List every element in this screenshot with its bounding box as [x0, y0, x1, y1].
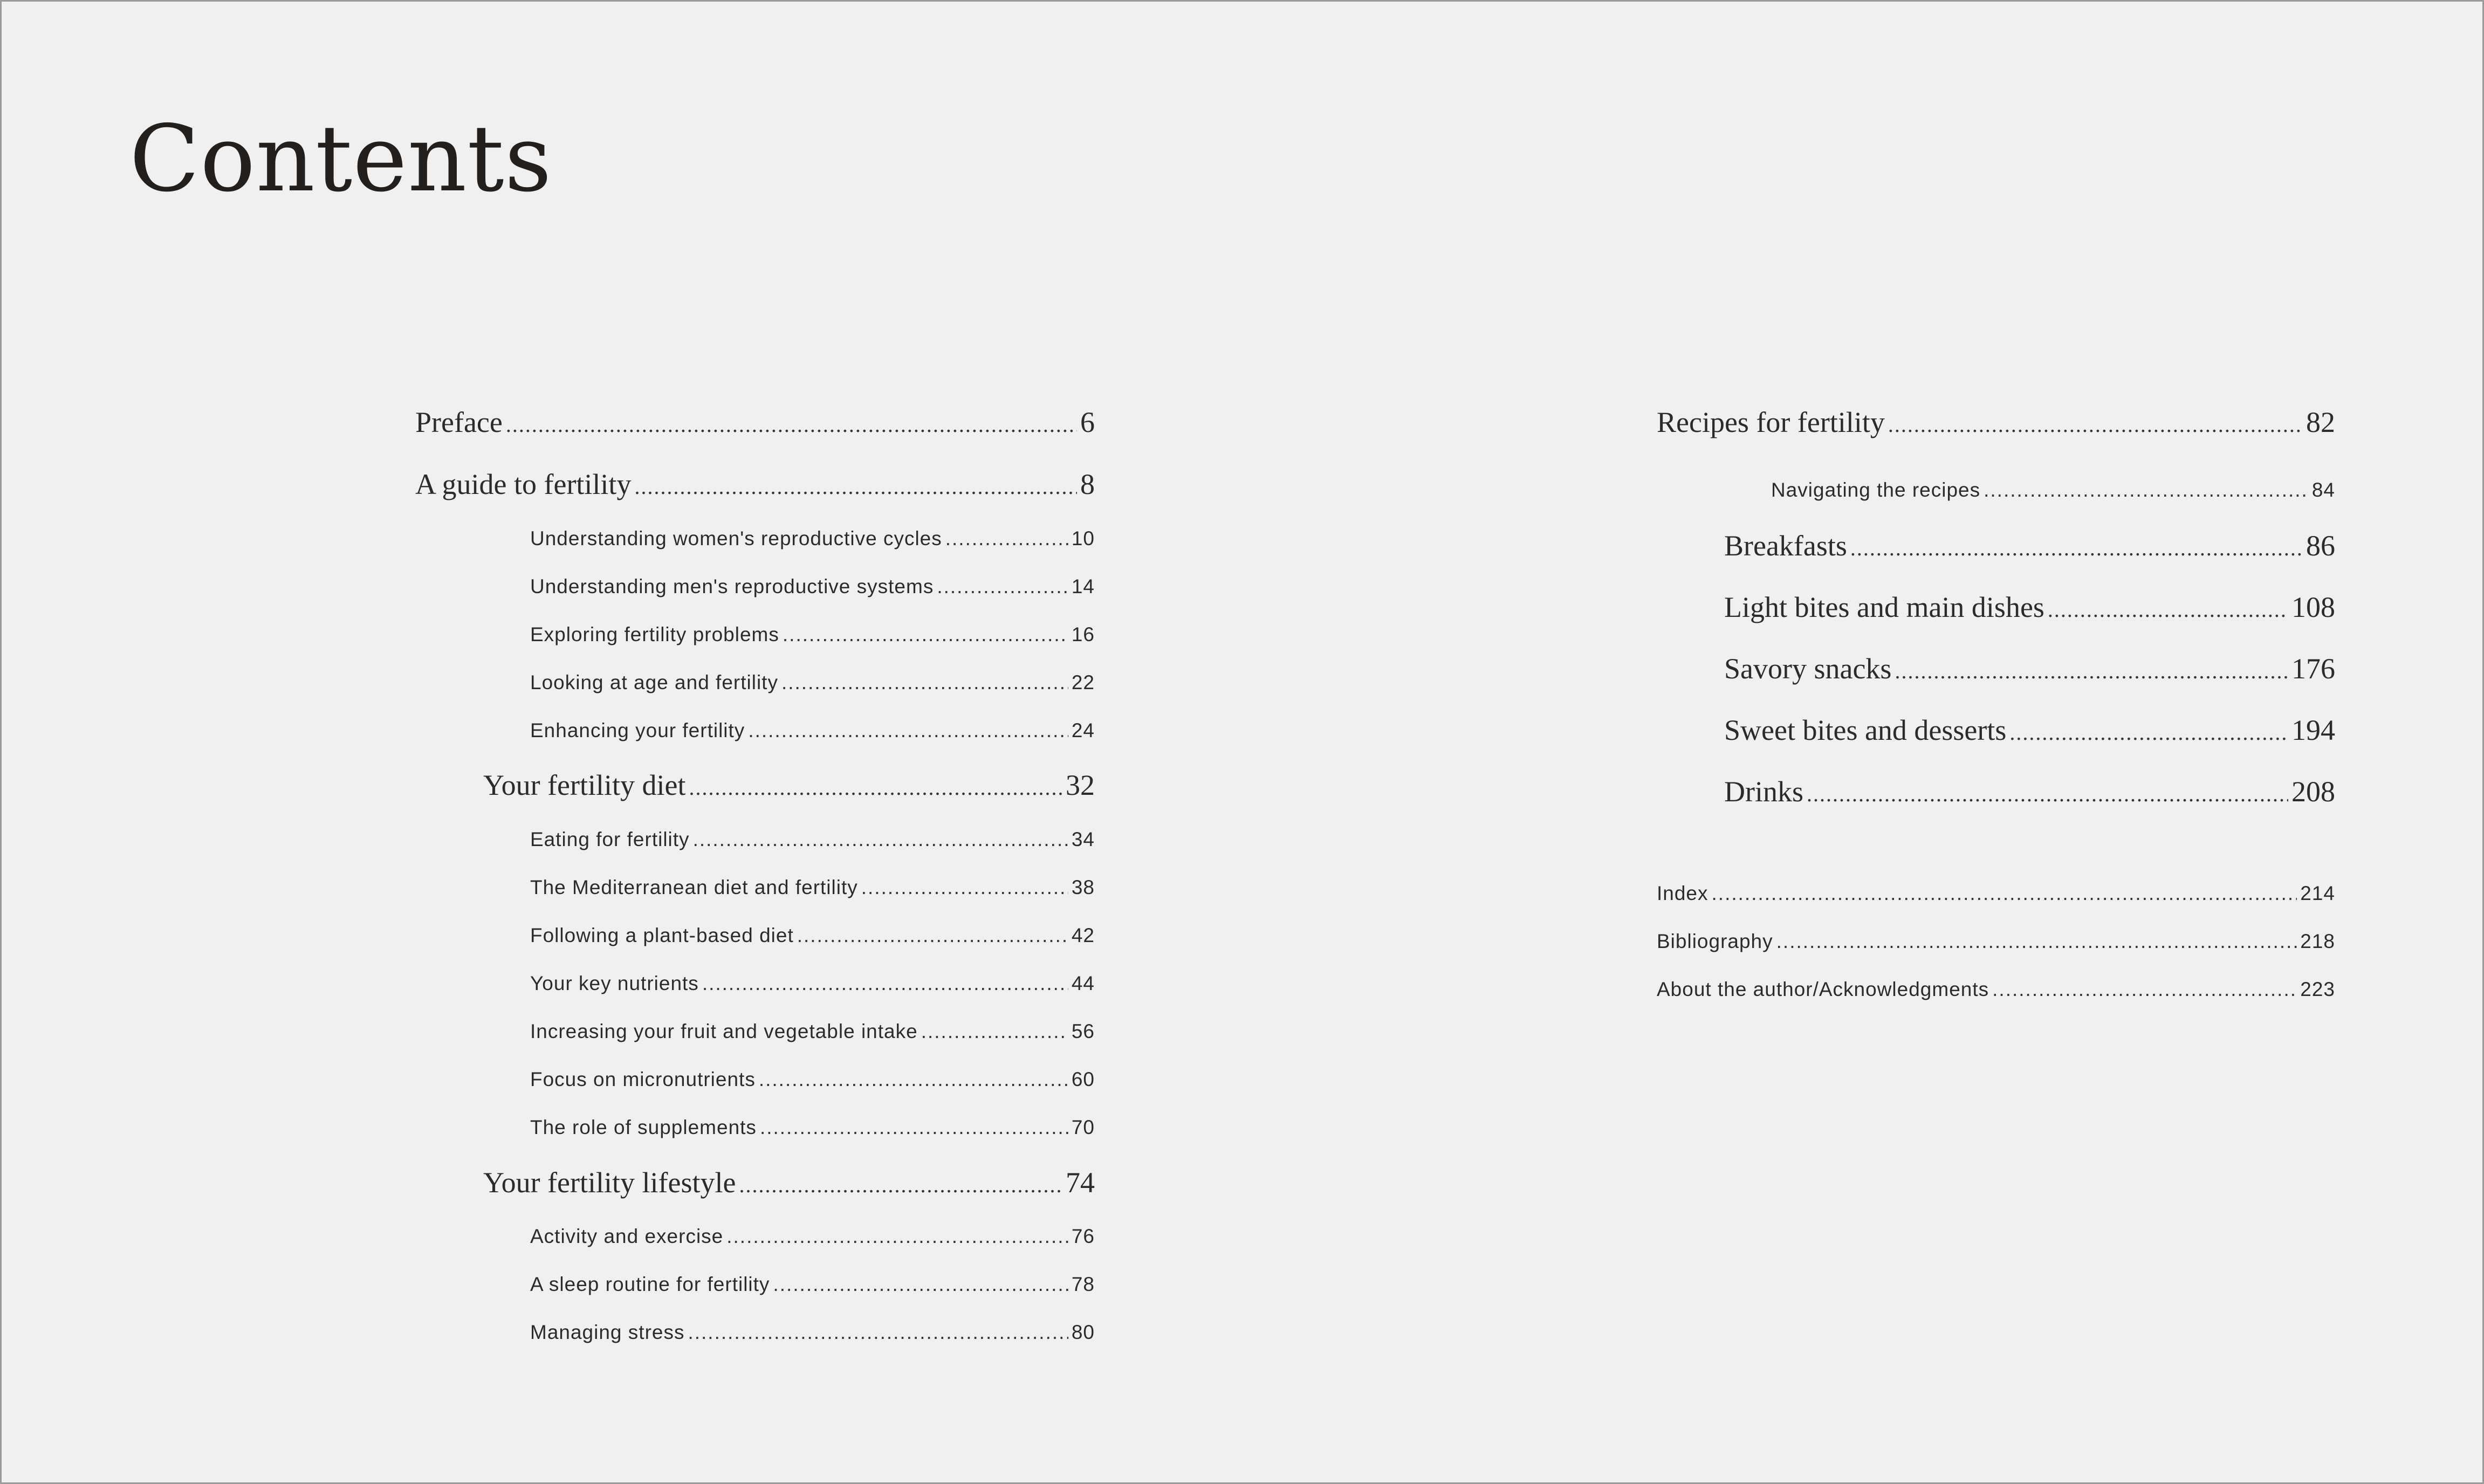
dot-leader [1807, 777, 2288, 812]
dot-leader [2009, 716, 2288, 751]
toc-entry-page-number: 70 [1071, 1116, 1095, 1138]
toc-entry[interactable] [1724, 651, 2335, 689]
toc-entry-label: Your fertility lifestyle [483, 1166, 736, 1199]
toc-entry-label: Following a plant-based diet [530, 924, 794, 946]
toc-entry-label: Exploring fertility problems [530, 623, 779, 645]
toc-entry-page-number: 108 [2291, 591, 2335, 623]
toc-entry-page-number: 56 [1071, 1020, 1095, 1042]
toc-entry-page-number: 8 [1080, 468, 1095, 500]
toc-entry-label: Navigating the recipes [1771, 479, 1981, 501]
toc-entry[interactable] [483, 768, 1095, 806]
dot-leader [739, 1168, 1062, 1203]
dot-leader [1850, 531, 2303, 566]
toc-entry-page-number: 84 [2311, 479, 2335, 501]
toc-entry[interactable] [530, 1225, 1095, 1248]
toc-entry-page-number: 10 [1071, 527, 1095, 549]
toc-entry-label: Your fertility diet [483, 769, 686, 801]
toc-entry-label: The role of supplements [530, 1116, 757, 1138]
toc-entry[interactable] [1724, 713, 2335, 751]
toc-entry-page-number: 34 [1071, 828, 1095, 850]
dot-leader [688, 1321, 1068, 1344]
dot-leader [773, 1273, 1068, 1296]
toc-entry-label: Understanding men's reproductive systems [530, 575, 934, 597]
toc-entry[interactable] [530, 828, 1095, 851]
toc-entry-label: The Mediterranean diet and fertility [530, 876, 858, 898]
toc-entry-page-number: 176 [2291, 652, 2335, 685]
toc-entry-page-number: 86 [2306, 530, 2335, 562]
toc-entry[interactable] [530, 623, 1095, 647]
toc-entry-label: Light bites and main dishes [1724, 591, 2044, 623]
toc-entry-page-number: 16 [1071, 623, 1095, 645]
toc-entry[interactable] [530, 1321, 1095, 1344]
toc-entry-label: Recipes for fertility [1657, 406, 1885, 438]
toc-entry-label: Savory snacks [1724, 652, 1892, 685]
dot-leader [2048, 593, 2288, 628]
toc-entry-page-number: 78 [1071, 1273, 1095, 1295]
toc-entry-page-number: 223 [2300, 978, 2335, 1000]
toc-entry-label: Increasing your fruit and vegetable intake [530, 1020, 918, 1042]
dot-leader [1776, 930, 2297, 953]
toc-entry-label: Sweet bites and desserts [1724, 714, 2007, 746]
toc-entry-page-number: 14 [1071, 575, 1095, 597]
toc-entry-label: Understanding women's reproductive cycles [530, 527, 942, 549]
toc-entry-page-number: 214 [2300, 882, 2335, 904]
toc-entry-page-number: 194 [2291, 714, 2335, 746]
toc-entry-label: Breakfasts [1724, 530, 1847, 562]
dot-leader [693, 828, 1068, 851]
toc-entry-label: A sleep routine for fertility [530, 1273, 770, 1295]
toc-entry-page-number: 6 [1080, 406, 1095, 438]
toc-entry-label: Focus on micronutrients [530, 1068, 756, 1090]
dot-leader [861, 876, 1068, 899]
toc-entry[interactable] [530, 876, 1095, 899]
dot-leader [759, 1068, 1068, 1091]
toc-entry-page-number: 44 [1071, 972, 1095, 994]
toc-entry-page-number: 218 [2300, 930, 2335, 952]
dot-leader [1888, 408, 2303, 443]
toc-entry[interactable] [1657, 930, 2335, 953]
toc-entry-page-number: 32 [1066, 769, 1095, 801]
toc-entry[interactable] [530, 1116, 1095, 1139]
toc-entry[interactable] [530, 527, 1095, 551]
toc-entry-page-number: 82 [2306, 406, 2335, 438]
toc-entry[interactable] [1657, 882, 2335, 905]
toc-entry[interactable] [530, 1273, 1095, 1296]
toc-entry[interactable] [1724, 528, 2335, 566]
toc-entry-label: About the author/Acknowledgments [1657, 978, 1989, 1000]
toc-entry-label: Index [1657, 882, 1708, 904]
toc-entry-page-number: 24 [1071, 719, 1095, 741]
dot-leader [726, 1225, 1068, 1248]
toc-entry-label: Enhancing your fertility [530, 719, 745, 741]
toc-entry-label: Bibliography [1657, 930, 1773, 952]
toc-entry-page-number: 22 [1071, 671, 1095, 693]
dot-leader [1984, 478, 2309, 502]
toc-entry-label: Looking at age and fertility [530, 671, 778, 693]
toc-entry-page-number: 80 [1071, 1321, 1095, 1343]
toc-entry[interactable] [1771, 478, 2335, 502]
toc-entry-page-number: 60 [1071, 1068, 1095, 1090]
toc-entry[interactable] [1657, 978, 2335, 1001]
toc-entry[interactable] [530, 575, 1095, 599]
toc-entry-page-number: 42 [1071, 924, 1095, 946]
toc-entry-page-number: 74 [1066, 1166, 1095, 1199]
dot-leader [760, 1116, 1068, 1139]
toc-entry[interactable] [1724, 774, 2335, 812]
dot-leader [506, 408, 1077, 443]
dot-leader [781, 671, 1068, 695]
toc-entry-label: Managing stress [530, 1321, 685, 1343]
toc-entry-page-number: 76 [1071, 1225, 1095, 1247]
dot-leader [937, 575, 1068, 599]
dot-leader [1712, 882, 2297, 905]
dot-leader [921, 1020, 1068, 1043]
toc-entry-label: Your key nutrients [530, 972, 699, 994]
toc-entry[interactable] [530, 924, 1095, 947]
dot-leader [689, 771, 1063, 806]
toc-entry[interactable] [415, 467, 1095, 505]
toc-entry-label: Activity and exercise [530, 1225, 724, 1247]
toc-entry[interactable] [530, 1020, 1095, 1043]
toc-entry[interactable] [530, 1068, 1095, 1091]
toc-entry[interactable] [530, 671, 1095, 695]
dot-leader [748, 719, 1068, 743]
toc-entry[interactable] [530, 972, 1095, 995]
dot-leader [702, 972, 1068, 995]
dot-leader [634, 470, 1077, 505]
toc-entry-label: Eating for fertility [530, 828, 690, 850]
toc-entry[interactable] [1657, 405, 2335, 443]
toc-entry[interactable] [530, 719, 1095, 743]
toc-entry-label: Preface [415, 406, 503, 438]
dot-leader [1992, 978, 2297, 1001]
page-title: Contents [129, 106, 552, 212]
toc-entry[interactable] [415, 405, 1095, 443]
dot-leader [945, 527, 1068, 551]
toc-entry-label: A guide to fertility [415, 468, 632, 500]
dot-leader [797, 924, 1068, 947]
toc-entry-label: Drinks [1724, 775, 1803, 808]
toc-entry[interactable] [483, 1165, 1095, 1203]
toc-entry-page-number: 208 [2291, 775, 2335, 808]
toc-entry-page-number: 38 [1071, 876, 1095, 898]
dot-leader [783, 623, 1068, 647]
dot-leader [1895, 654, 2288, 689]
toc-entry[interactable] [1724, 590, 2335, 628]
